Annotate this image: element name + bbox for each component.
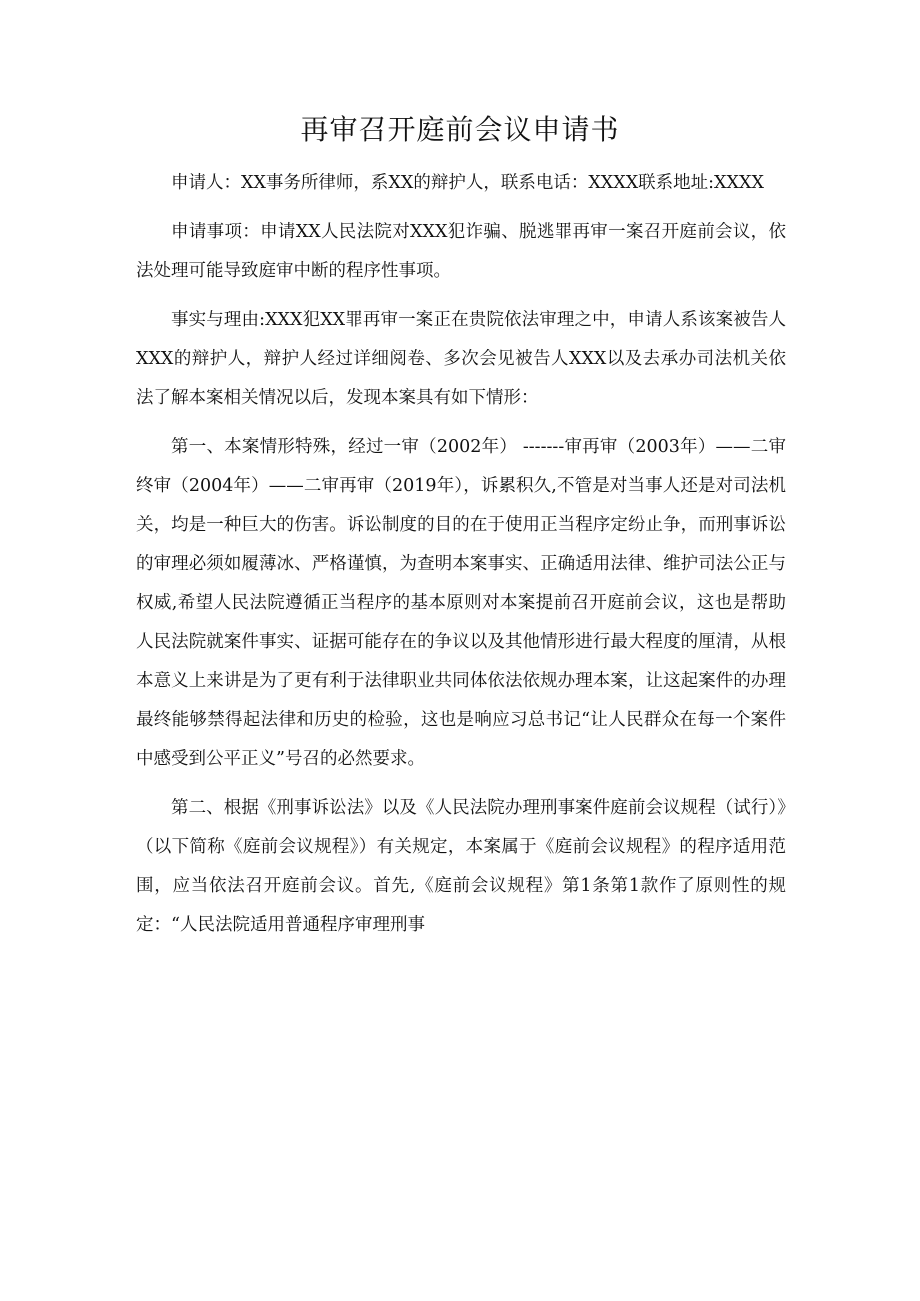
document-body bbox=[136, 164, 786, 955]
reason-two-paragraph: 第二、根据《刑事诉讼法》以及《人民法院办理刑事案件庭前会议规程（试行）》（以下简称《庭前会议规程》）有关规定，本案属于《庭前会议规程》的程序适用范围，应当依法召开庭前会议。首先,《庭前会议规程》第1条第1款作了原则性的规定：“人民法院适用普通程序审理刑事 bbox=[136, 798, 786, 935]
facts-reasons-paragraph: 事实与理由:XXX犯XX罪再审一案正在贵院依法审理之中，申请人系该案被告人XXX的辩护人，辩护人经过详细阅卷、多次会见被告人XXX以及去承办司法机关依法了解本案相关情况以后，发现本案具有如下情形： bbox=[136, 310, 786, 408]
applicant-paragraph: 申请人：XX事务所律师，系XX的辩护人，联系电话：XXXX联系地址:XXXX bbox=[171, 173, 764, 193]
application-matter-paragraph: 申请事项：申请XX人民法院对XXX犯诈骗、脱逃罪再审一案召开庭前会议，依法处理可能导致庭审中断的程序性事项。 bbox=[136, 222, 786, 281]
document-title: 再审召开庭前会议申请书 bbox=[300, 113, 620, 146]
reason-one-paragraph: 第一、本案情形特殊，经过一审（2002年） -------审再审（2003年）——二审终审（2004年）——二审再审（2019年），诉累积久,不管是对当事人还是对司法机关，均是一种巨大的伤害。诉讼制度的目的在于使用正当程序定纷止争，而刑事诉讼的审理必须如履薄冰、严格谨慎，为查明本案事实、正确适用法律、维护司法公正与权威,希望人民法院遵循正当程序的基本原则对本案提前召开庭前会议，这也是帮助人民法院就案件事实、证据可能存在的争议以及其他情形进行最大程度的厘清，从根本意义上来讲是为了更有利于法律职业共同体依法依规办理本案，让这起案件的办理最终能够禁得起法律和历史的检验，这也是响应习总书记“让人民群众在每一个案件中感受到公平正义”号召的必然要求。 bbox=[136, 437, 786, 769]
